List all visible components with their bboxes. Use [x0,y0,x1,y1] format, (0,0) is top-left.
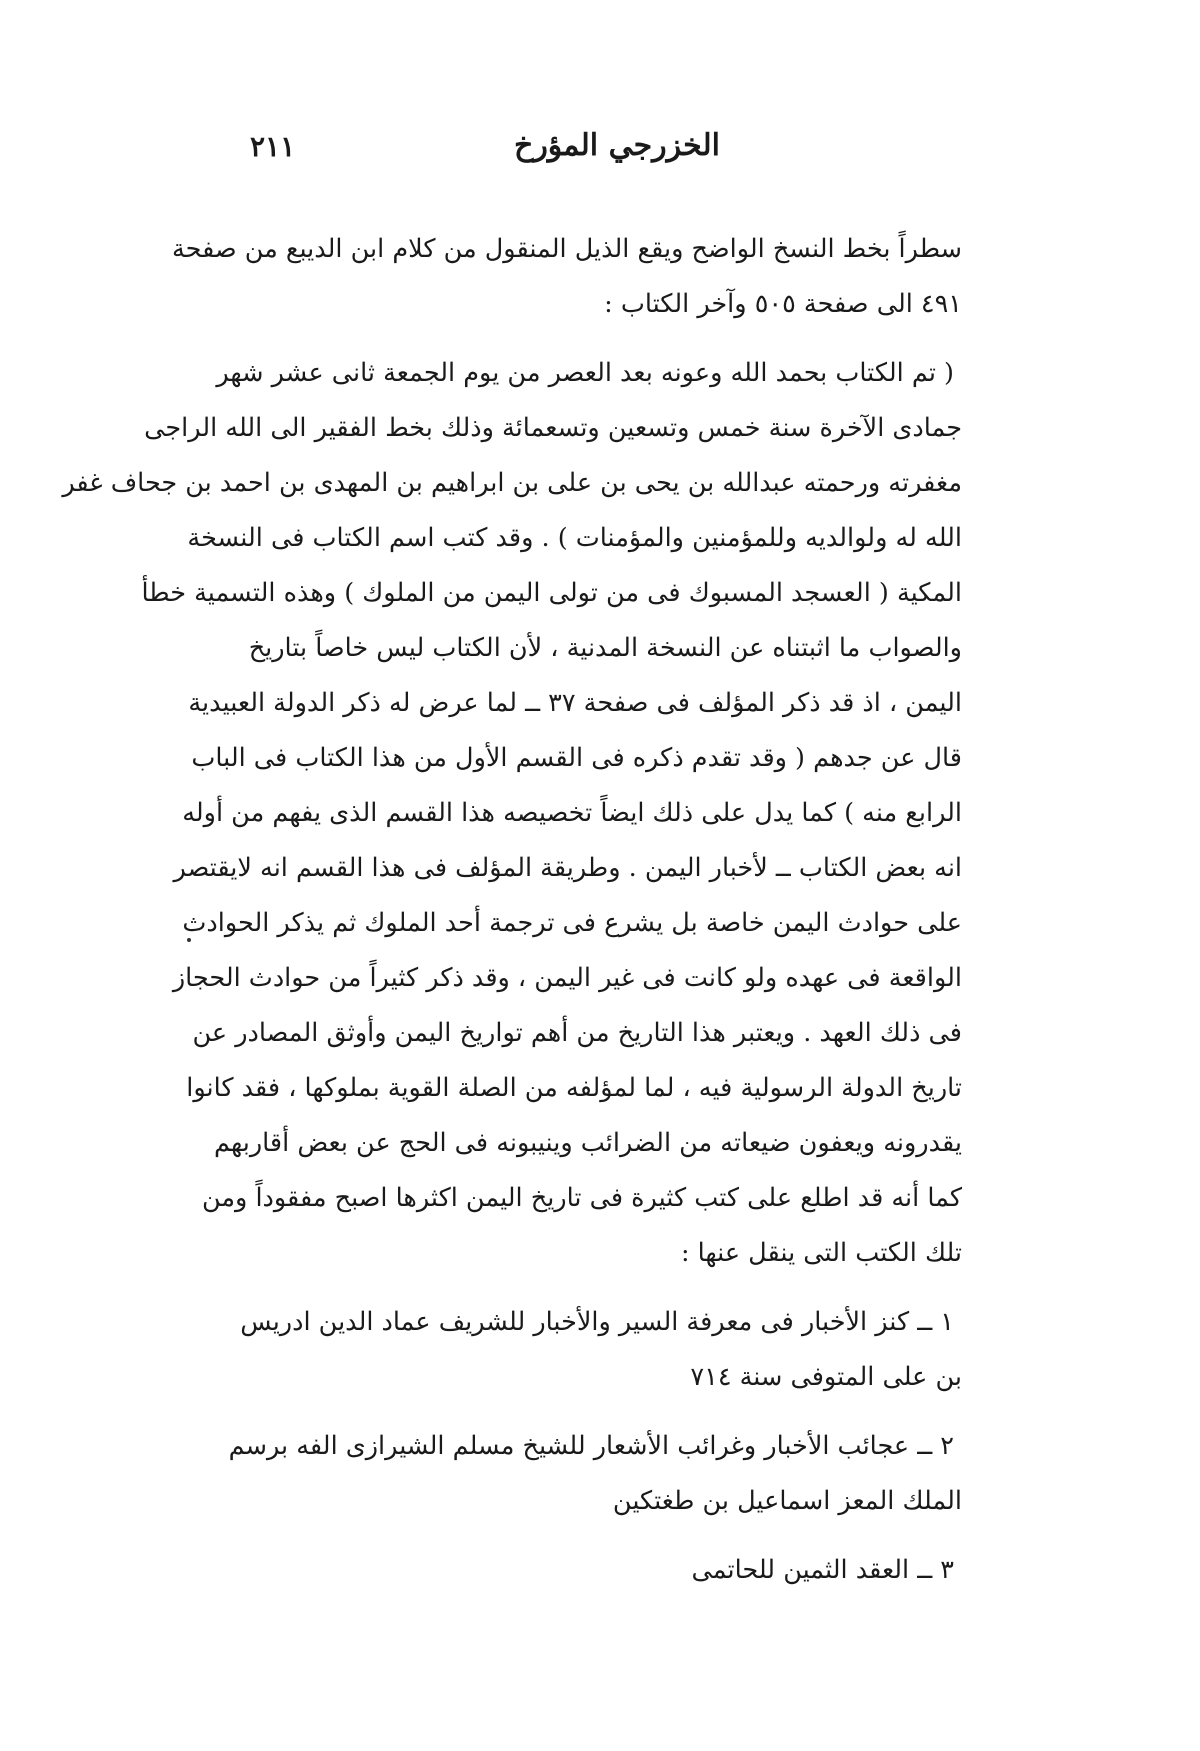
main-text [62,222,962,1598]
text-line: يقدرونه ويعفون ضيعاته من الضرائب وينيبونه فى الحج عن بعض أقاربهم [214,1128,962,1158]
page-number: ٢١١ [250,130,296,163]
list-item-line: ١ ــ كنز الأخبار فى معرفة السير والأخبار للشريف عماد الدين ادريس [240,1307,954,1337]
running-head [250,128,720,178]
list-item-line: ٢ ــ عجائب الأخبار وغرائب الأشعار للشيخ مسلم الشيرازى الفه برسم [228,1431,954,1461]
scan-speck [187,938,191,942]
source-list [228,1295,962,1598]
text-line: اليمن ، اذ قد ذكر المؤلف فى صفحة ٣٧ ــ لما عرض له ذكر الدولة العبيدية [188,688,962,718]
list-item [240,1295,962,1405]
list-item-line: ٣ ــ العقد الثمين للحاتمى [691,1555,954,1585]
list-item-line: الملك المعز اسماعيل بن طغتكين [612,1486,962,1516]
text-line: تلك الكتب التى ينقل عنها : [680,1238,962,1268]
text-line: سطراً بخط النسخ الواضح ويقع الذيل المنقول من كلام ابن الديبع من صفحة [171,234,962,264]
text-line: والصواب ما اثبتناه عن النسخة المدنية ، لأن الكتاب ليس خاصاً بتاريخ [248,633,962,663]
running-head-title: الخزرجي المؤرخ [513,128,720,163]
list-item [240,1543,962,1598]
text-line: مغفرته ورحمته عبدالله بن يحى بن على بن ابراهيم بن المهدى بن احمد بن جحاف غفر [62,468,962,498]
list-item [228,1419,962,1529]
text-line: انه بعض الكتاب ــ لأخبار اليمن . وطريقة المؤلف فى هذا القسم انه لايقتصر [173,853,962,883]
text-line: قال عن جدهم ( وقد تقدم ذكره فى القسم الأول من هذا الكتاب فى الباب [191,743,962,773]
text-line: كما أنه قد اطلع على كتب كثيرة فى تاريخ اليمن اكثرها اصبح مفقوداً ومن [201,1183,962,1213]
text-line: ٤٩١ الى صفحة ٥٠٥ وآخر الكتاب : [604,289,962,319]
text-line: ( تم الكتاب بحمد الله وعونه بعد العصر من يوم الجمعة ثانى عشر شهر [216,358,954,388]
text-line: الواقعة فى عهده ولو كانت فى غير اليمن ، وقد ذكر كثيراً من حوادث الحجاز [172,963,962,993]
list-item-line: بن على المتوفى سنة ٧١٤ [690,1362,962,1392]
text-line: تاريخ الدولة الرسولية فيه ، لما لمؤلفه من الصلة القوية بملوكها ، فقد كانوا [186,1073,962,1103]
text-line: المكية ( العسجد المسبوك فى من تولى اليمن من الملوك ) وهذه التسمية خطأ [141,578,962,608]
text-line: جمادى الآخرة سنة خمس وتسعين وتسعمائة وذلك بخط الفقير الى الله الراجى [144,413,962,443]
text-line: فى ذلك العهد . ويعتبر هذا التاريخ من أهم تواريخ اليمن وأوثق المصادر عن [192,1018,962,1048]
text-line: الرابع منه ) كما يدل على ذلك ايضاً تخصيصه هذا القسم الذى يفهم من أوله [182,798,962,828]
text-line: الله له ولوالديه وللمؤمنين والمؤمنات ) . وقد كتب اسم الكتاب فى النسخة [187,523,962,553]
text-line: على حوادث اليمن خاصة بل يشرع فى ترجمة أحد الملوك ثم يذكر الحوادث [182,908,962,938]
